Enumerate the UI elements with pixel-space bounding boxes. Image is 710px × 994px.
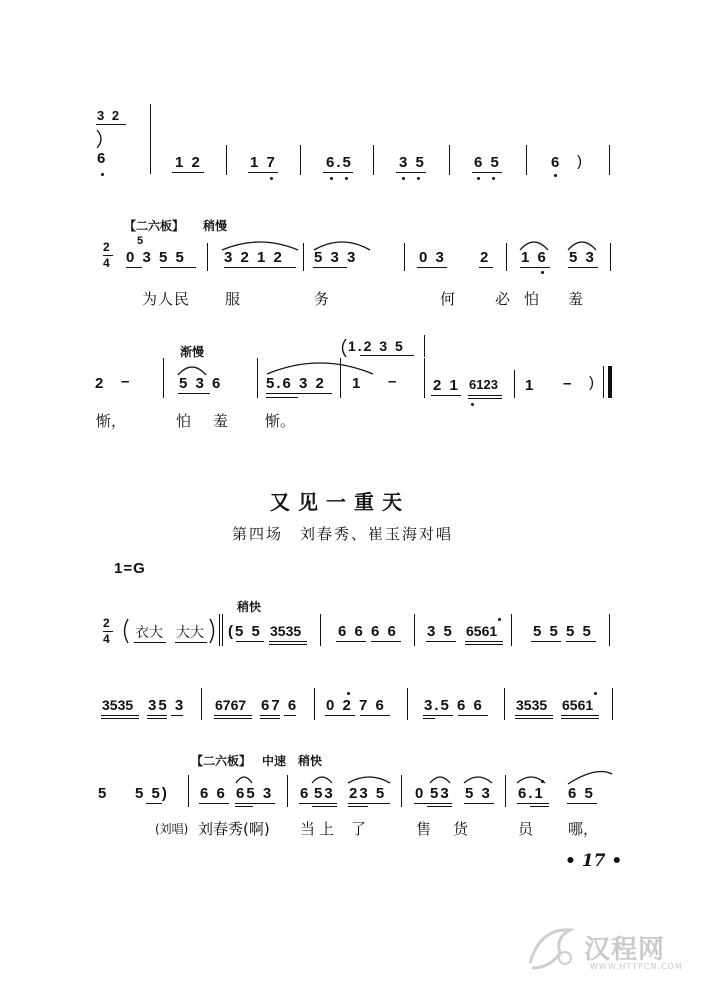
slur [428, 773, 452, 785]
note-group: 3535 [270, 623, 302, 639]
underline [323, 172, 353, 173]
underline [101, 715, 139, 716]
watermark-brand: 汉程网 [584, 935, 666, 965]
note-group: 1.2 3 5 [348, 338, 405, 354]
underline [147, 715, 167, 716]
barline [257, 358, 258, 398]
note: 5 [98, 785, 109, 802]
tempo-marking: 中速 稍快 [262, 754, 323, 768]
underline [465, 644, 503, 645]
underline [465, 641, 503, 642]
lower-octave-dot [345, 177, 348, 180]
lyric: 惭。 [265, 412, 296, 430]
underline [531, 641, 561, 642]
barline [609, 145, 610, 175]
underline [566, 641, 596, 642]
barline [610, 243, 611, 271]
note-group: 3535 [102, 697, 134, 713]
barline [424, 335, 425, 357]
tempo-marking: 渐慢 [180, 345, 205, 359]
tempo-marking: 稍快 [237, 600, 262, 614]
barline [373, 145, 374, 175]
slur [234, 773, 254, 785]
underline [146, 803, 162, 804]
note-group: 6561 [466, 623, 498, 639]
note: 2 [480, 249, 491, 266]
note-group: 5 5) [135, 785, 169, 802]
lower-octave-dot [471, 403, 474, 406]
note-group: 0 3 [419, 249, 446, 266]
underline [236, 641, 264, 642]
barline [424, 358, 425, 398]
note: 2 [95, 375, 106, 392]
underline [423, 718, 435, 719]
note-group: 6 5 [474, 154, 501, 171]
underline [426, 641, 456, 642]
note-group: 0 3 5 5 [126, 249, 186, 266]
barline [150, 104, 151, 174]
slur [310, 773, 334, 785]
upper-octave-dot [498, 618, 501, 621]
barline [504, 688, 505, 720]
note-group: 5 3 [465, 785, 492, 802]
lyric: 服 [225, 290, 241, 308]
underline [472, 172, 502, 173]
underline [479, 267, 493, 268]
underline [101, 718, 139, 719]
lower-octave-dot [554, 174, 557, 177]
song-subtitle: 第四场 刘春秀、崔玉海对唱 [232, 525, 454, 543]
barline [401, 775, 402, 807]
underline [266, 393, 332, 394]
note-group: 1 2 [175, 154, 202, 171]
lyric: 务 [314, 290, 330, 308]
underline [260, 715, 280, 716]
barline [314, 688, 315, 720]
barline [609, 614, 610, 646]
underline [96, 124, 126, 125]
barline [511, 614, 512, 646]
paren [208, 618, 218, 644]
underline [360, 715, 390, 716]
grace-note: 5 [137, 235, 146, 247]
barline [449, 145, 450, 175]
underline [248, 172, 278, 173]
underline [171, 715, 183, 716]
underline [458, 715, 488, 716]
note-group: 53 [430, 785, 451, 802]
lower-octave-dot [477, 177, 480, 180]
underline [214, 718, 252, 719]
note: 6 [97, 150, 108, 167]
slur [462, 773, 494, 785]
time-signature-top: 2 [103, 240, 112, 254]
note: 1 [525, 377, 536, 394]
underline [299, 803, 337, 804]
barline [300, 145, 301, 175]
underline [427, 806, 452, 807]
note-group: 5 3 3 [314, 249, 358, 266]
note-group: 6767 [215, 697, 247, 713]
note-group: 35 3 [148, 697, 186, 714]
time-signature-top: 2 [103, 616, 112, 630]
underline [325, 715, 355, 716]
barline [320, 614, 321, 646]
note-group: 0 2 7 6 [326, 697, 386, 714]
underline [431, 395, 461, 396]
tie [566, 770, 614, 786]
underline [235, 806, 253, 807]
note-group: 3535 [516, 697, 548, 713]
section-marking: 【二六板】 [191, 754, 252, 768]
underline [175, 642, 207, 643]
barline [201, 688, 202, 720]
underline [284, 715, 296, 716]
underline [269, 644, 307, 645]
barline [404, 243, 405, 271]
note-group: 5.6 3 2 [266, 375, 326, 392]
lower-octave-dot [492, 177, 495, 180]
barline [207, 243, 208, 271]
underline [235, 803, 275, 804]
underline [371, 641, 401, 642]
tie [265, 358, 375, 376]
underline [348, 803, 390, 804]
underline [468, 398, 502, 399]
underline [224, 267, 296, 268]
underline [468, 395, 502, 396]
lyric: 刘春秀(啊) [198, 820, 270, 838]
lower-octave-dot [402, 177, 405, 180]
underline [134, 642, 166, 643]
underline [160, 267, 196, 268]
underline [561, 718, 599, 719]
lyric: 怕 [176, 412, 192, 430]
underline [517, 803, 549, 804]
barline [407, 688, 408, 720]
underline [423, 715, 453, 716]
underline [313, 267, 347, 268]
note: 6 [551, 154, 562, 171]
lower-octave-dot [330, 177, 333, 180]
final-barline [608, 366, 612, 398]
lyric: 必怕 [495, 290, 554, 308]
underline [360, 355, 414, 356]
underline [260, 718, 280, 719]
barline [414, 614, 415, 646]
underline [567, 803, 597, 804]
underline [172, 172, 204, 173]
lyric: 羞 [568, 290, 584, 308]
underline [178, 393, 210, 394]
lyric: 当上 [300, 820, 339, 838]
slur [93, 128, 107, 150]
note-group: 53 [314, 785, 335, 802]
note: 6 [300, 785, 311, 802]
note-group: 23 5 [349, 785, 387, 802]
note: 0 [415, 785, 426, 802]
brush-logo-icon [520, 918, 580, 978]
bracket-paren [338, 338, 348, 358]
underline [269, 641, 307, 642]
dash: – [388, 373, 399, 390]
note-group: 6 5 [568, 785, 595, 802]
paren: ) [589, 374, 596, 391]
barline [514, 370, 515, 398]
barline [340, 358, 341, 398]
upper-octave-dot [347, 692, 350, 695]
barline [603, 366, 604, 398]
barline [505, 775, 506, 807]
barline [287, 775, 288, 807]
barline [219, 614, 220, 646]
underline [312, 806, 337, 807]
underline [126, 267, 142, 268]
upper-octave-dot [594, 692, 597, 695]
note-group: 67 6 [261, 697, 299, 714]
underline [199, 803, 229, 804]
lyric: 哪， [568, 820, 599, 838]
note-group: 3.5 6 6 [424, 697, 484, 714]
underline [414, 803, 452, 804]
underline [464, 803, 494, 804]
note-group: 6 6 6 6 [338, 623, 398, 640]
note-group: 1 7 [250, 154, 277, 171]
underline [336, 641, 366, 642]
slur [515, 773, 547, 785]
lyric: 为人民 [142, 290, 191, 308]
underline [568, 267, 598, 268]
paren: ) [577, 153, 584, 170]
note-group: 3 2 1 2 [224, 249, 284, 266]
note-group: 5 3 6 [179, 375, 223, 392]
page-number: • 17 • [565, 851, 623, 871]
song-title: 又见一重天 [270, 490, 410, 514]
lyric: 员 [518, 820, 534, 838]
barline [612, 688, 613, 720]
underline [561, 715, 599, 716]
note-group: 5 5 5 5 [533, 623, 593, 640]
lyric: 售货 [416, 820, 491, 838]
note-group: 6561 [562, 697, 594, 713]
note-group: 3 5 [427, 623, 454, 640]
note-group: 6.5 [326, 154, 353, 171]
percussion: 衣大 [135, 625, 163, 641]
lower-octave-dot [417, 177, 420, 180]
time-signature-bottom: 4 [103, 632, 112, 646]
underline [214, 715, 252, 716]
barline [303, 243, 304, 271]
lyric: 羞 [213, 412, 229, 430]
percussion: 大大 [176, 625, 204, 641]
section-marking: 【二六板】 [124, 219, 185, 233]
underline [530, 806, 549, 807]
underline [417, 267, 447, 268]
watermark-url: WWW.HTTPCN.COM [590, 962, 683, 971]
underline [515, 715, 553, 716]
lyric: 何 [440, 290, 456, 308]
note-group: 1 6 [521, 249, 548, 266]
key-signature: 1=G [114, 560, 146, 577]
note-group: 6123 [469, 377, 498, 392]
dash: – [121, 373, 132, 390]
underline [520, 267, 550, 268]
note-group: 2 1 [433, 377, 460, 394]
barline [526, 145, 527, 175]
underline [266, 397, 298, 398]
note-group: 65 3 [236, 785, 274, 802]
lower-octave-dot [101, 173, 104, 176]
note-group: 6 6 [200, 785, 227, 802]
tempo-marking: 稍慢 [203, 219, 228, 233]
barline [226, 145, 227, 175]
note-group: (5 5 [228, 623, 262, 640]
lower-octave-dot [541, 271, 544, 274]
lower-octave-dot [270, 177, 273, 180]
time-signature-bottom: 4 [103, 256, 112, 270]
paren [120, 618, 130, 644]
underline [147, 718, 167, 719]
barline [163, 358, 164, 398]
slur [346, 773, 392, 785]
lyric: 了 [351, 820, 367, 838]
note-group: 5 3 [569, 249, 596, 266]
note-group: 3 5 [399, 154, 426, 171]
barline [506, 243, 507, 271]
singer-marking: (刘唱) [155, 822, 189, 836]
barline [222, 614, 223, 646]
note-group: 6.1 [518, 785, 545, 802]
barline [188, 775, 189, 807]
underline [515, 718, 553, 719]
dash: – [563, 375, 574, 392]
underline [348, 806, 368, 807]
underline [396, 172, 426, 173]
upper-octave-dot [541, 780, 544, 783]
note-group: 3 2 [97, 108, 122, 123]
lyric: 惭， [96, 412, 127, 430]
note: 1 [352, 375, 363, 392]
